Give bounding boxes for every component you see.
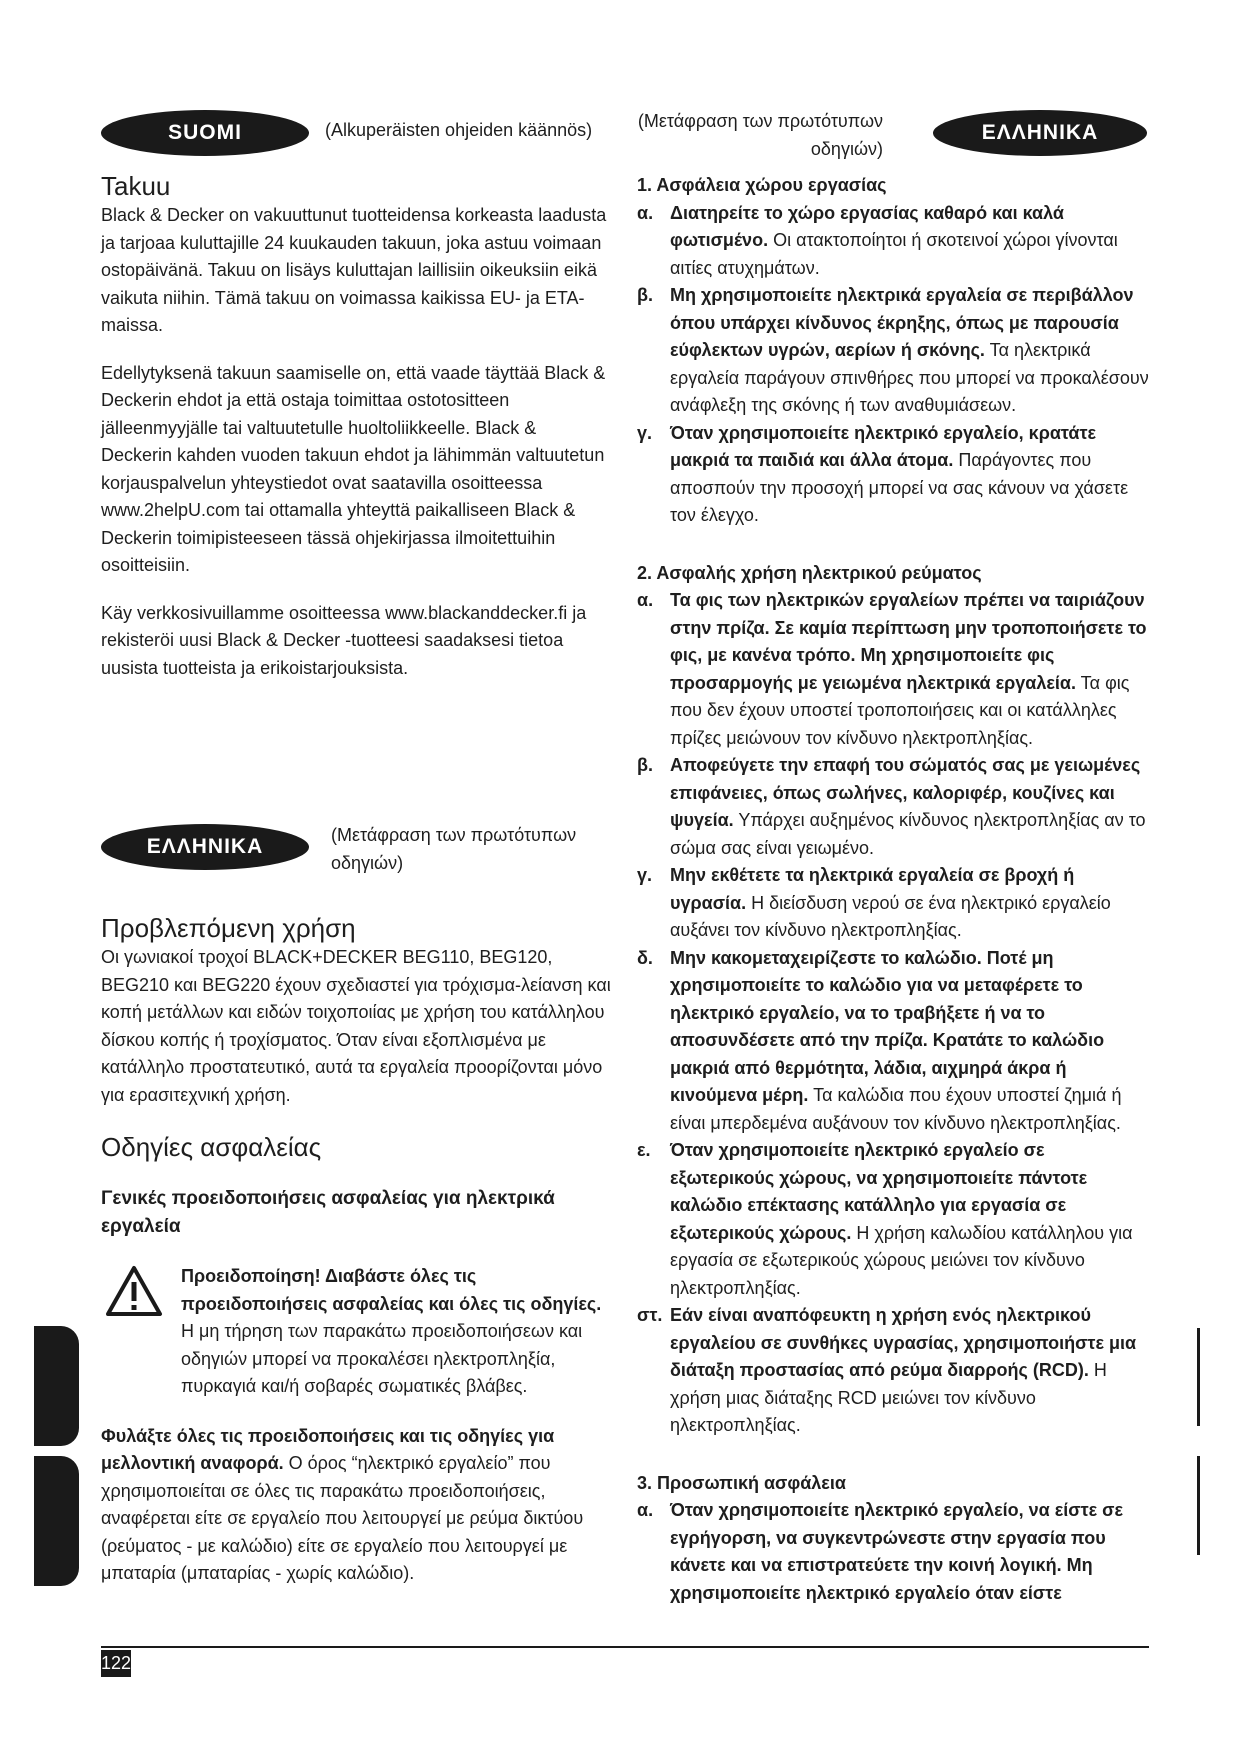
item-3a bbox=[637, 1497, 1149, 1607]
warranty-heading: Takuu bbox=[101, 171, 171, 201]
item-text: Η διείσδυση νερού σε ένα ηλεκτρικό εργαλείο αυξάνει τον κίνδυνο ηλεκτροπληξίας. bbox=[670, 892, 1111, 940]
warning-block bbox=[101, 1263, 611, 1401]
keep-instructions-paragraph bbox=[101, 1423, 611, 1588]
item-bold-text: Όταν χρησιμοποιείτε ηλεκτρικό εργαλείο, κρατάτε μακριά τα παιδιά και άλλα άτομα. bbox=[670, 422, 1097, 470]
item-bold-text: Μη χρησιμοποιείτε ηλεκτρικά εργαλεία σε περιβάλλον όπου υπάρχει κίνδυνος έκρηξης, όπως με παρουσία εύφλεκτων υγρών, αερίων ή σκόνης. bbox=[670, 285, 1134, 360]
item-1c bbox=[637, 420, 1149, 530]
safety-heading: Οδηγίες ασφαλείας bbox=[101, 1132, 322, 1162]
warning-paragraph bbox=[181, 1263, 611, 1401]
item-bold-text: Μην κακομεταχειρίζεστε το καλώδιο. Ποτέ μη χρησιμοποιείτε το καλώδιο για να μεταφέρετε το ηλεκτρικό εργαλείο, να το τραβήξετε ή να το αποσυνδέσετε από την πρίζα. Κρατάτε το καλώδιο μακριά από θερμότητα, λάδια, αιχμηρά άκρα ή κινούμενα μέρη. bbox=[670, 947, 1105, 1105]
warranty-paragraph-2: Edellytyksenä takuun saamiselle on, että vaade täyttää Black & Deckerin ehdot ja että ostaja toimittaa ostotositteen jälleenmyyjälle tai valtuutetulle huoltoliikkeelle. Black & Deckerin kahden vuoden takuun ehdot ja lähimmän valtuutetun korjauspalvelun yhteystiedot ovat saatavilla osoitteessa www.2helpU.com tai ottamalla yhteyttä paikalliseen Black & Deckerin toimipisteeseen tässä ohjekirjassa ilmoitettuihin osoitteisiin. bbox=[101, 362, 606, 575]
greek-subtitle-left: (Μετάφραση των πρωτότυπων οδηγιών) bbox=[331, 825, 577, 873]
side-tab-upper bbox=[34, 1326, 79, 1446]
item-2a bbox=[637, 587, 1149, 752]
item-text: Η χρήση μιας διάταξης RCD μειώνει τον κίνδυνο ηλεκτροπληξίας. bbox=[670, 1360, 1107, 1435]
side-tab-lower bbox=[34, 1456, 79, 1586]
margin-line-upper bbox=[1197, 1328, 1200, 1426]
item-label: γ. bbox=[637, 865, 653, 885]
warranty-paragraph-1: Black & Decker on vakuuttunut tuotteidensa korkeasta laadusta ja tarjoaa kuluttajille 24 kuukauden takuun, joka astuu voimaan ostopäivänä. Takuu on lisäys kuluttajan laillisiin oikeuksiin eikä vaikuta niihin. Tämä takuu on voimassa kaikissa EU- ja ETA-maissa. bbox=[101, 205, 607, 335]
keep-bold-text: Φυλάξτε όλες τις προειδοποιήσεις και τις οδηγίες για μελλοντική αναφορά. bbox=[101, 1425, 555, 1473]
section-1-heading: 1. Ασφάλεια χώρου εργασίας bbox=[637, 175, 887, 195]
item-text: Υπάρχει αυξημένος κίνδυνος ηλεκτροπληξίας αν το σώμα σας είναι γειωμένο. bbox=[670, 810, 1146, 858]
item-text: Η χρήση καλωδίου κατάλληλου για εργασία σε εξωτερικούς χώρους μειώνει τον κίνδυνο ηλεκτροπληξίας. bbox=[670, 1222, 1133, 1298]
item-1b bbox=[637, 282, 1149, 420]
suomi-subtitle: (Alkuperäisten ohjeiden käännös) bbox=[325, 120, 593, 140]
margin-line-lower bbox=[1197, 1456, 1200, 1555]
item-bold-text: Εάν είναι αναπόφευκτη η χρήση ενός ηλεκτρικού εργαλείου σε συνθήκες υγρασίας, χρησιμοποιήστε μια διάταξη προστασίας από ρεύμα διαρροής (RCD). bbox=[670, 1305, 1137, 1380]
item-text: Τα ηλεκτρικά εργαλεία παράγουν σπινθήρες που μπορεί να προκαλέσουν ανάφλεξη της σκόνης ή των αναθυμιάσεων. bbox=[670, 340, 1149, 415]
item-2c bbox=[637, 862, 1149, 945]
warning-triangle-icon bbox=[105, 1265, 163, 1317]
right-column bbox=[637, 110, 1149, 1607]
item-bold-text: Μην εκθέτετε τα ηλεκτρικά εργαλεία σε βροχή ή υγρασία. bbox=[670, 865, 1075, 913]
item-label: β. bbox=[637, 755, 653, 775]
item-label: γ. bbox=[637, 422, 653, 443]
page-number: 122 bbox=[101, 1650, 131, 1677]
section-3-heading: 3. Προσωπική ασφάλεια bbox=[637, 1472, 846, 1493]
greek-subtitle-right: (Μετάφραση των πρωτότυπων οδηγιών) bbox=[637, 111, 883, 159]
item-2f bbox=[637, 1302, 1149, 1440]
item-bold-text: Διατηρείτε το χώρο εργασίας καθαρό και καλά φωτισμένο. bbox=[670, 202, 1064, 250]
intended-use-heading: Προβλεπόμενη χρήση bbox=[101, 913, 356, 943]
item-2b bbox=[637, 752, 1149, 862]
greek-header-left bbox=[101, 824, 611, 877]
greek-left-content bbox=[101, 912, 611, 1588]
language-badge-suomi: SUOMI bbox=[101, 110, 309, 156]
item-label: α. bbox=[637, 590, 654, 610]
footer-rule bbox=[101, 1646, 1149, 1648]
keep-normal-text: Ο όρος “ηλεκτρικό εργαλείο” που χρησιμοποιείται σε όλες τις παρακάτω προειδοποιήσεις, αναφέρεται είτε σε εργαλείο που λειτουργεί με ρεύμα δικτύου (ρεύματος - με καλώδιο) είτε σε εργαλείο που λειτουργεί με μπαταρία (μπαταρίας - χωρίς καλώδιο). bbox=[101, 1453, 584, 1583]
language-badge-greek: ΕΛΛΗΝΙΚΑ bbox=[101, 824, 309, 870]
warning-bold-text: Προειδοποίηση! Διαβάστε όλες τις προειδοποιήσεις ασφαλείας και όλες τις οδηγίες. bbox=[181, 1266, 602, 1314]
warning-normal-text: Η μη τήρηση των παρακάτω προειδοποιήσεων και οδηγιών μπορεί να προκαλέσει ηλεκτροπληξία, πυρκαγιά και/ή σοβαρές σωματικές βλάβες. bbox=[181, 1321, 583, 1396]
warranty-paragraph-3: Käy verkkosivuillamme osoitteessa www.blackanddecker.fi ja rekisteröi uusi Black & Decker -tuotteesi saadaksesi tietoa uusista tuotteista ja erikoistarjouksista. bbox=[101, 602, 587, 678]
item-1a bbox=[637, 200, 1149, 283]
item-label: στ. bbox=[637, 1305, 663, 1325]
item-label: α. bbox=[637, 202, 654, 223]
item-2d bbox=[637, 945, 1149, 1138]
item-bold-text: Τα φις των ηλεκτρικών εργαλείων πρέπει να ταιριάζουν στην πρίζα. Σε καμία περίπτωση μην τροποποιήσετε το φις, με κανένα τρόπο. Μη χρησιμοποιείτε φις προσαρμογής με γειωμένα ηλεκτρικά εργαλεία. bbox=[670, 590, 1147, 693]
section-2-heading: 2. Ασφαλής χρήση ηλεκτρικού ρεύματος bbox=[637, 562, 982, 583]
item-bold-text: Αποφεύγετε την επαφή του σώματός σας με γειωμένες επιφάνειες, όπως σωλήνες, καλοριφέρ, κουζίνες και ψυγεία. bbox=[670, 755, 1141, 830]
language-badge-greek-right: ΕΛΛΗΝΙΚΑ bbox=[933, 110, 1147, 156]
intended-use-paragraph: Οι γωνιακοί τροχοί BLACK+DECKER BEG110, BEG120, BEG210 και BEG220 έχουν σχεδιαστεί για τρόχισμα-λείανση και κοπή μετάλλων και ειδών τοιχοποιίας με χρήση του κατάλληλου δίσκου κοπής ή τροχίσματος. Όταν είναι εξοπλισμένα με κατάλληλο προστατευτικό, αυτά τα εργαλεία προορίζονται μόνο για ερασιτεχνική χρήση. bbox=[101, 947, 611, 1105]
item-label: α. bbox=[637, 1500, 654, 1520]
greek-header-right bbox=[637, 110, 1149, 172]
item-label: ε. bbox=[637, 1140, 651, 1160]
item-label: δ. bbox=[637, 947, 653, 968]
item-bold-text: Όταν χρησιμοποιείτε ηλεκτρικό εργαλείο σε εξωτερικούς χώρους, να χρησιμοποιείτε πάντοτε καλώδιο επέκτασης κατάλληλο για εργασία σε εξωτερικούς χώρους. bbox=[670, 1140, 1088, 1243]
item-2e bbox=[637, 1137, 1149, 1302]
item-text: Οι ατακτοποίητοι ή σκοτεινοί χώροι γίνονται αιτίες ατυχημάτων. bbox=[670, 230, 1118, 278]
item-text: Τα φις που δεν έχουν υποστεί τροποποιήσεις και οι κατάλληλες πρίζες μειώνουν τον κίνδυνο ηλεκτροπληξίας. bbox=[670, 672, 1130, 748]
suomi-header bbox=[101, 110, 611, 156]
item-text: Τα καλώδια που έχουν υποστεί ζημιά ή είναι μπερδεμένα αυξάνουν τον κίνδυνο ηλεκτροπληξίας. bbox=[670, 1085, 1122, 1133]
item-bold-text: Όταν χρησιμοποιείτε ηλεκτρικό εργαλείο, να είστε σε εγρήγορση, να συγκεντρώνεστε στην εργασία που κάνετε και να επιστρατεύετε την κοινή λογική. Μη χρησιμοποιείτε ηλεκτρικό εργαλείο όταν είστε bbox=[670, 1500, 1124, 1603]
item-text: Παράγοντες που αποσπούν την προσοχή μπορεί να σας κάνουν να χάσετε τον έλεγχο. bbox=[670, 450, 1129, 525]
left-column bbox=[101, 110, 611, 1583]
general-warnings-subheading: Γενικές προειδοποιήσεις ασφαλείας για ηλεκτρικά εργαλεία bbox=[101, 1188, 555, 1237]
item-label: β. bbox=[637, 285, 653, 305]
